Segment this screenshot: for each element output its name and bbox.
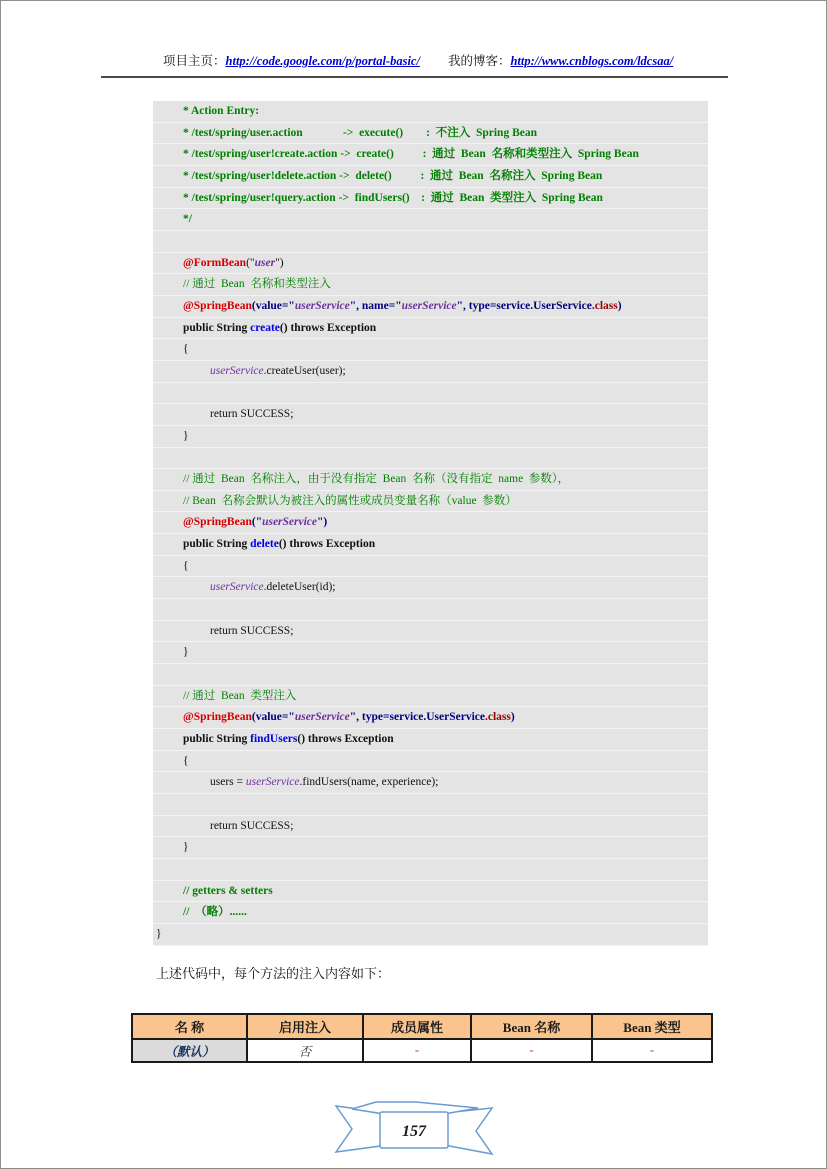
- code-segment: }: [183, 646, 189, 659]
- code-segment: () throws Exception: [297, 733, 394, 746]
- project-home-label: 项目主页：: [163, 54, 226, 68]
- code-segment: userService: [245, 776, 300, 789]
- code-segment: {: [183, 559, 189, 572]
- code-line: [153, 859, 708, 881]
- injection-summary-table: [131, 1013, 713, 1063]
- code-line: [153, 642, 708, 664]
- code-line: [153, 924, 708, 946]
- code-segment: findUsers: [250, 733, 298, 746]
- lead-paragraph: 上述代码中，每个方法的注入内容如下：: [156, 966, 391, 981]
- code-segment: (": [251, 516, 263, 529]
- code-segment: userService: [262, 516, 318, 529]
- table-head: [132, 1014, 712, 1039]
- code-line: [153, 101, 708, 123]
- table-header-cell: 成员属性: [363, 1014, 471, 1039]
- code-segment: userService: [294, 299, 350, 312]
- code-line: [153, 794, 708, 816]
- code-line: [153, 512, 708, 534]
- page-number: 157: [401, 1123, 426, 1140]
- code-segment: {: [183, 754, 189, 767]
- code-segment: public String: [183, 733, 251, 746]
- table-header-cell: Bean 类型: [592, 1014, 712, 1039]
- code-line: [153, 339, 708, 361]
- code-segment: // 通过 Bean 名称注入，由于没有指定 Bean 名称（没有指定 name 参数），: [183, 473, 570, 486]
- code-line: [153, 426, 708, 448]
- code-line: [153, 621, 708, 643]
- code-segment: .class: [591, 299, 618, 312]
- code-segment: userService: [401, 299, 457, 312]
- code-segment: * Action Entry:: [183, 105, 260, 117]
- code-line: [153, 209, 708, 231]
- page-number-ribbon: [332, 1097, 496, 1159]
- table-header-cell: 名 称: [132, 1014, 247, 1039]
- code-line: [153, 253, 708, 275]
- code-segment: ", type=service.UserService: [456, 299, 592, 312]
- ribbon-banner-shape: [332, 1097, 496, 1159]
- code-segment: }: [183, 841, 189, 854]
- table-cell: -: [592, 1039, 712, 1062]
- code-block: [153, 101, 708, 946]
- code-line: [153, 707, 708, 729]
- code-line: [153, 751, 708, 773]
- table-row: [132, 1039, 712, 1062]
- code-segment: @SpringBean: [183, 516, 252, 529]
- code-segment: // getters & setters: [183, 884, 273, 897]
- code-segment: // 通过 Bean 名称和类型注入: [183, 278, 331, 291]
- table-header-cell: 启用注入: [247, 1014, 363, 1039]
- code-segment: () throws Exception: [278, 538, 376, 551]
- code-segment: }: [156, 927, 162, 940]
- code-segment: .findUsers(name, experience);: [299, 776, 439, 789]
- code-line: [153, 231, 708, 253]
- code-segment: * /test/spring/user!delete.action -> delete() : 通过 Bean 名称注入 Spring Bean: [183, 169, 603, 182]
- table-body: [132, 1039, 712, 1062]
- code-segment: ): [617, 299, 622, 312]
- code-segment: // （略）......: [183, 906, 247, 919]
- code-line: [153, 318, 708, 340]
- project-home-link[interactable]: http://code.google.com/p/portal-basic/: [225, 54, 420, 68]
- code-line: [153, 772, 708, 794]
- code-segment: "): [275, 256, 284, 269]
- code-segment: "): [317, 516, 328, 529]
- code-segment: * /test/spring/user!create.action -> create() : 通过 Bean 名称和类型注入 Spring Bean: [183, 148, 639, 161]
- code-line: [153, 383, 708, 405]
- code-line: [153, 123, 708, 145]
- code-line: [153, 664, 708, 686]
- code-segment: users =: [210, 776, 246, 789]
- code-segment: delete: [250, 538, 279, 551]
- code-segment: userService: [294, 711, 350, 724]
- code-segment: (": [246, 256, 255, 269]
- blog-label: 我的博客：: [447, 54, 511, 68]
- table-header-row: [132, 1014, 712, 1039]
- code-segment: * /test/spring/user!query.action -> findUsers() : 通过 Bean 类型注入 Spring Bean: [183, 191, 603, 204]
- code-segment: () throws Exception: [279, 321, 377, 334]
- table-cell: （默认）: [132, 1039, 247, 1062]
- code-segment: return SUCCESS;: [210, 624, 294, 637]
- code-line: [153, 729, 708, 751]
- blog-link[interactable]: http://www.cnblogs.com/ldcsaa/: [510, 54, 674, 68]
- code-segment: ", type=service.UserService: [349, 711, 485, 724]
- code-segment: */: [183, 213, 192, 226]
- code-segment: ", name=": [349, 299, 402, 312]
- code-segment: .deleteUser(id);: [263, 581, 336, 594]
- code-line: [153, 296, 708, 318]
- code-line: [153, 361, 708, 383]
- code-line: [153, 404, 708, 426]
- code-segment: @SpringBean: [183, 711, 252, 724]
- table-cell: -: [363, 1039, 471, 1062]
- ribbon-right-tail: [444, 1108, 492, 1154]
- table-cell: 否: [247, 1039, 363, 1062]
- code-segment: create: [250, 321, 280, 334]
- code-segment: return SUCCESS;: [210, 408, 294, 421]
- code-line: [153, 534, 708, 556]
- code-segment: // Bean 名称会默认为被注入的属性或成员变量名称（value 参数）: [183, 494, 517, 507]
- code-line: [153, 599, 708, 621]
- code-line: [153, 274, 708, 296]
- code-line: [153, 816, 708, 838]
- code-segment: user: [254, 256, 276, 269]
- code-segment: * /test/spring/user.action -> execute() : 不注入 Spring Bean: [183, 126, 537, 139]
- code-line: [153, 686, 708, 708]
- code-line: [153, 166, 708, 188]
- code-line: [153, 491, 708, 513]
- code-segment: @FormBean: [183, 256, 247, 269]
- code-segment: public String: [183, 538, 251, 551]
- code-line: [153, 577, 708, 599]
- code-segment: ): [510, 711, 515, 724]
- code-segment: (value=": [251, 299, 295, 312]
- code-line: [153, 881, 708, 903]
- code-segment: userService: [210, 364, 264, 377]
- code-segment: userService: [210, 581, 264, 594]
- code-line: [153, 556, 708, 578]
- code-line: [153, 837, 708, 859]
- code-line: [153, 144, 708, 166]
- code-segment: .createUser(user);: [263, 364, 346, 377]
- code-line: [153, 188, 708, 210]
- table-cell: -: [471, 1039, 592, 1062]
- code-segment: .class: [485, 711, 511, 724]
- code-segment: (value=": [251, 711, 295, 724]
- page-header: [101, 51, 728, 78]
- code-segment: public String: [183, 321, 251, 334]
- code-segment: {: [183, 343, 189, 356]
- code-line: [153, 469, 708, 491]
- code-line: [153, 902, 708, 924]
- table-header-cell: Bean 名称: [471, 1014, 592, 1039]
- code-segment: }: [183, 429, 189, 442]
- code-line: [153, 448, 708, 470]
- code-segment: return SUCCESS;: [210, 819, 294, 832]
- code-segment: @SpringBean: [183, 299, 252, 312]
- code-segment: // 通过 Bean 类型注入: [183, 689, 297, 702]
